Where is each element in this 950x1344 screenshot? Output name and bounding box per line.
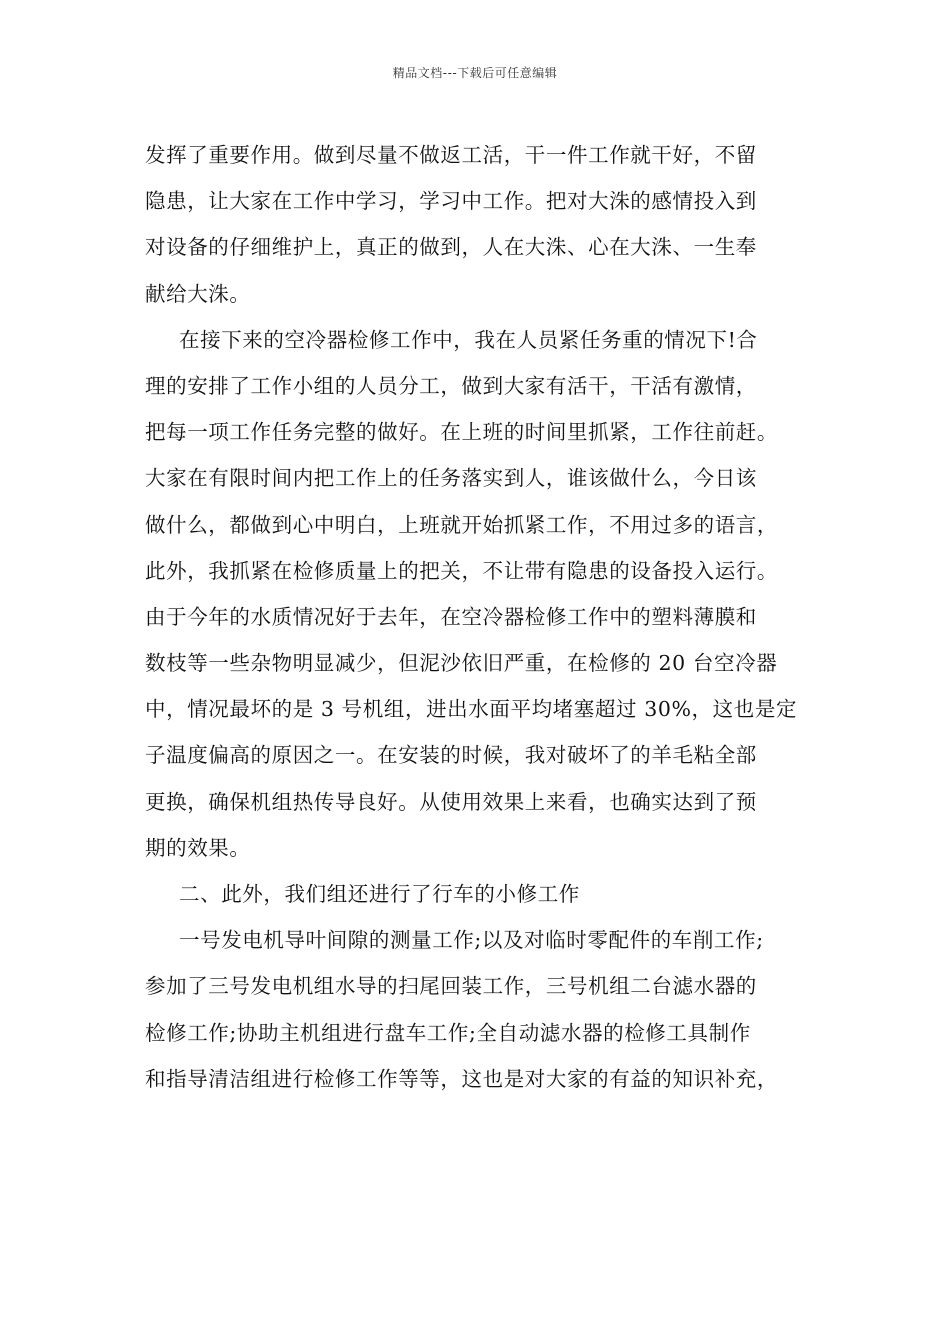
text-line: 由于今年的水质情况好于去年，在空冷器检修工作中的塑料薄膜和 [145,604,757,629]
text-line: 对设备的仔细维护上，真正的做到，人在大洙、心在大洙、一生奉 [145,235,757,260]
text-line: 中，情况最坏的是 3 号机组，进出水面平均堵塞超过 30%，这也是定 [145,697,798,722]
paragraph-start-line: 一号发电机导叶间隙的测量工作;以及对临时零配件的车削工作; [179,928,764,953]
text-line: 检修工作;协助主机组进行盘车工作;全自动滤水器的检修工具制作 [145,1020,751,1045]
text-line: 献给大洙。 [145,281,251,306]
text-line: 此外，我抓紧在检修质量上的把关，不让带有隐患的设备投入运行。 [145,558,778,583]
section-heading: 二、此外，我们组还进行了行车的小修工作 [179,882,580,906]
body-text [145,132,825,1102]
text-line: 把每一项工作任务完整的做好。在上班的时间里抓紧，工作往前赶。 [145,420,778,445]
text-line: 期的效果。 [145,835,251,860]
text-line: 大家在有限时间内把工作上的任务落实到人，谁该做什么，今日该 [145,466,757,491]
page-header: 精品文档---下载后可任意编辑 [392,66,558,80]
text-line: 参加了三号发电机组水导的扫尾回装工作，三号机组二台滤水器的 [145,974,757,999]
paragraph-start-line: 在接下来的空冷器检修工作中，我在人员紧任务重的情况下!合 [179,327,758,352]
text-line: 理的安排了工作小组的人员分工，做到大家有活干，干活有激情， [145,373,757,398]
text-line: 发挥了重要作用。做到尽量不做返工活，干一件工作就干好，不留 [145,143,757,167]
text-line: 做什么，都做到心中明白，上班就开始抓紧工作，不用过多的语言， [145,512,778,537]
text-line: 数枝等一些杂物明显减少，但泥沙依旧严重，在检修的 20 台空冷器 [145,651,778,676]
text-line: 更换，确保机组热传导良好。从使用效果上来看，也确实达到了预 [145,789,757,814]
text-line: 和指导清洁组进行检修工作等等，这也是对大家的有益的知识补充， [145,1066,778,1091]
text-line: 子温度偏高的原因之一。在安装的时候，我对破坏了的羊毛粘全部 [145,743,757,768]
text-line: 隐患，让大家在工作中学习，学习中工作。把对大洙的感情投入到 [145,189,757,214]
